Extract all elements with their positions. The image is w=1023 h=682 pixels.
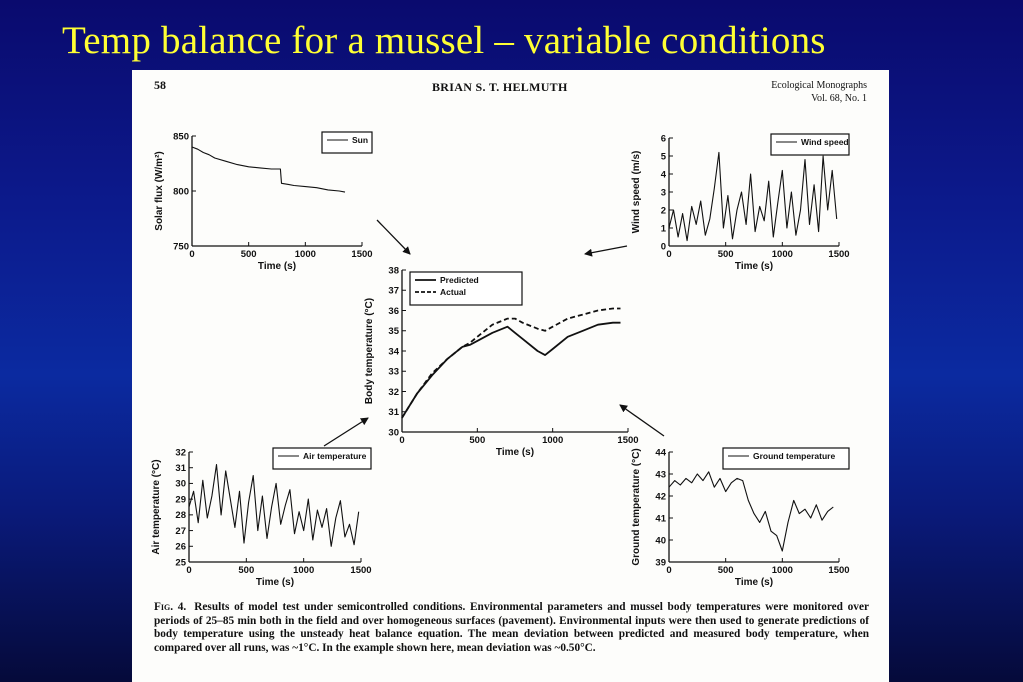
journal-volume: Vol. 68, No. 1 xyxy=(811,93,867,104)
flow-arrow xyxy=(377,220,410,254)
page-number: 58 xyxy=(154,78,166,92)
y-tick-label: 42 xyxy=(655,491,666,503)
legend-label: Sun xyxy=(352,135,369,145)
y-tick-label: 41 xyxy=(655,513,666,525)
x-tick-label: 500 xyxy=(469,435,486,446)
y-tick-label: 6 xyxy=(660,133,666,145)
y-tick-label: 34 xyxy=(388,346,399,358)
x-tick-label: 500 xyxy=(238,565,255,576)
y-tick-label: 2 xyxy=(660,205,666,217)
chart-ground xyxy=(631,447,850,588)
chart-wind xyxy=(631,133,850,272)
y-tick-label: 36 xyxy=(388,305,399,317)
y-tick-label: 32 xyxy=(388,386,399,398)
x-tick-label: 1000 xyxy=(294,249,316,260)
y-axis-label: Wind speed (m/s) xyxy=(631,150,642,234)
y-tick-label: 31 xyxy=(175,463,186,475)
legend xyxy=(322,132,372,153)
y-tick-label: 750 xyxy=(173,241,189,253)
paper-author: BRIAN S. T. HELMUTH xyxy=(432,80,568,94)
caption-label: Fig. 4. xyxy=(154,601,187,613)
chart-body xyxy=(364,265,639,458)
legend-label: Actual xyxy=(440,287,466,297)
y-tick-label: 0 xyxy=(660,241,666,253)
y-tick-label: 37 xyxy=(388,285,399,297)
x-axis-label: Time (s) xyxy=(734,577,774,588)
y-tick-label: 850 xyxy=(173,131,189,143)
legend xyxy=(723,448,849,469)
y-tick-label: 29 xyxy=(175,494,186,506)
y-tick-label: 1 xyxy=(660,223,666,235)
x-tick-label: 0 xyxy=(666,249,672,260)
legend-label: Ground temperature xyxy=(753,451,836,461)
y-tick-label: 32 xyxy=(175,447,186,459)
flow-arrow xyxy=(585,246,627,254)
y-tick-label: 31 xyxy=(388,407,399,419)
y-tick-label: 800 xyxy=(173,186,189,198)
series-line-air-temperature xyxy=(189,465,359,547)
x-tick-label: 500 xyxy=(240,249,257,260)
caption-text: Results of model test under semicontrolled conditions. Environmental parameters and mussel body temperatures were monitored over periods of 25–85 min both in the field and over homogeneous surfaces (pavement). Environmental inputs were then used to generate predictions of body temperature using the unsteady heat balance equation. The mean deviation between predicted and measured body temperature, when compared over all runs, was ~1°C. In the example shown here, mean deviation was ~0.50°C. xyxy=(154,601,869,654)
y-tick-label: 38 xyxy=(388,265,399,277)
y-tick-label: 28 xyxy=(175,510,186,522)
x-tick-label: 500 xyxy=(717,249,734,260)
x-axis-label: Time (s) xyxy=(257,261,297,272)
legend xyxy=(273,448,371,469)
slide-title: Temp balance for a mussel – variable conditions xyxy=(62,19,826,62)
y-tick-label: 4 xyxy=(660,169,666,181)
y-tick-label: 30 xyxy=(175,478,186,490)
series-line-actual xyxy=(402,309,621,418)
x-tick-label: 1500 xyxy=(828,565,850,576)
y-tick-label: 39 xyxy=(655,557,666,569)
legend-label: Wind speed xyxy=(801,137,849,147)
x-tick-label: 0 xyxy=(399,435,405,446)
y-axis-label: Solar flux (W/m²) xyxy=(154,151,165,231)
y-tick-label: 27 xyxy=(175,525,186,537)
x-tick-label: 1500 xyxy=(828,249,850,260)
y-tick-label: 44 xyxy=(655,447,666,459)
x-tick-label: 0 xyxy=(189,249,195,260)
y-tick-label: 33 xyxy=(388,366,399,378)
journal-name: Ecological Monographs xyxy=(771,80,867,91)
y-tick-label: 43 xyxy=(655,469,666,481)
y-tick-label: 3 xyxy=(660,187,666,199)
x-tick-label: 1500 xyxy=(351,249,373,260)
y-tick-label: 26 xyxy=(175,541,186,553)
x-tick-label: 500 xyxy=(717,565,734,576)
y-axis-label: Body temperature (°C) xyxy=(364,297,375,405)
series-line-ground-temperature xyxy=(669,472,833,551)
x-tick-label: 1000 xyxy=(293,565,315,576)
x-tick-label: 1000 xyxy=(771,249,793,260)
x-tick-label: 1000 xyxy=(771,565,793,576)
series-line-sun xyxy=(192,147,345,192)
y-tick-label: 30 xyxy=(388,427,399,439)
y-tick-label: 25 xyxy=(175,557,186,569)
x-tick-label: 0 xyxy=(666,565,672,576)
y-axis-label: Air temperature (°C) xyxy=(151,459,162,555)
series-line-wind-speed xyxy=(669,152,837,240)
x-tick-label: 0 xyxy=(186,565,192,576)
y-tick-label: 40 xyxy=(655,535,666,547)
legend xyxy=(410,272,522,305)
legend xyxy=(771,134,849,155)
chart-solar xyxy=(154,131,373,272)
y-tick-label: 5 xyxy=(660,151,666,163)
legend-label: Air temperature xyxy=(303,451,367,461)
x-tick-label: 1000 xyxy=(542,435,564,446)
y-axis-label: Ground temperature (°C) xyxy=(631,448,642,566)
x-axis-label: Time (s) xyxy=(734,261,774,272)
x-axis-label: Time (s) xyxy=(255,577,295,588)
figure-4-plots xyxy=(132,70,889,600)
y-tick-label: 35 xyxy=(388,326,399,338)
chart-air xyxy=(151,447,372,588)
paper-figure-page xyxy=(132,70,889,682)
flow-arrow xyxy=(324,418,368,446)
figure-caption xyxy=(154,601,869,655)
x-tick-label: 1500 xyxy=(617,435,639,446)
x-tick-label: 1500 xyxy=(350,565,372,576)
x-axis-label: Time (s) xyxy=(495,447,535,458)
legend-label: Predicted xyxy=(440,275,479,285)
